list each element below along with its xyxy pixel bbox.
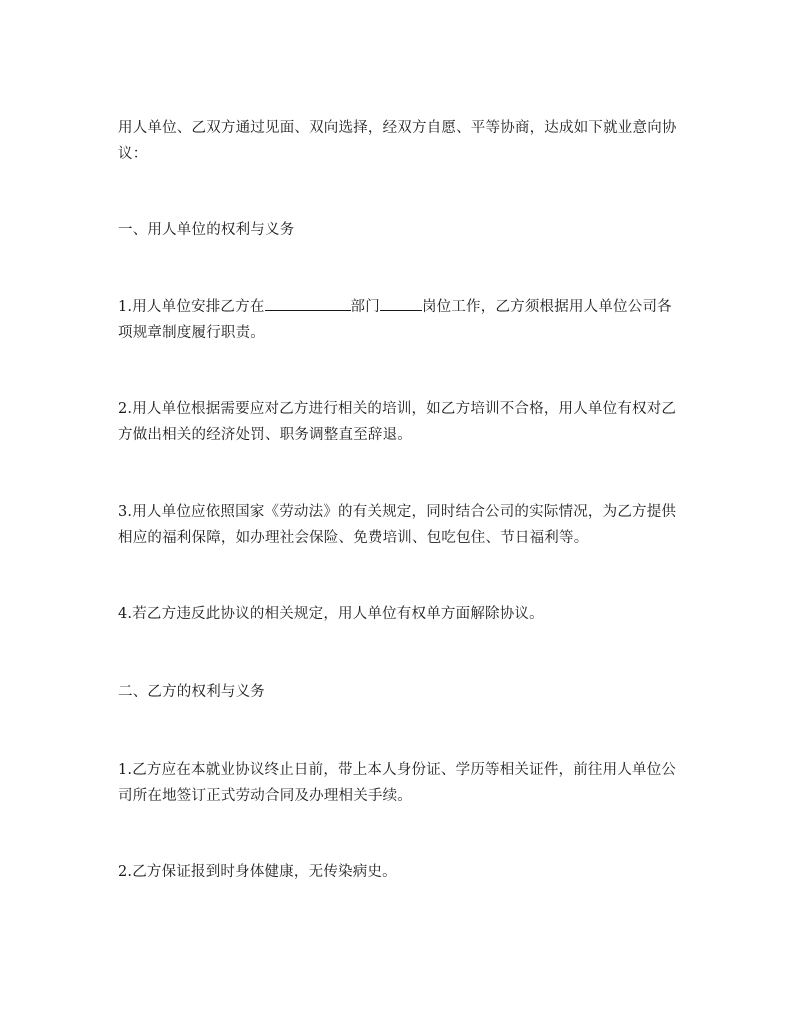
section-1-item-1-text-before: 1.用人单位安排乙方在 — [118, 299, 265, 315]
section-1-heading: 一、用人单位的权利与义务 — [118, 222, 295, 238]
section-1-item-1-text-after: 岗位工作，乙方须根据用人单位公司各项规章制度履行职责。 — [118, 299, 672, 341]
position-blank — [380, 295, 422, 311]
section-1-item-4: 4.若乙方违反此协议的相关规定，用人单位有权单方面解除协议。 — [118, 606, 544, 622]
section-2-heading: 二、乙方的权利与义务 — [118, 684, 265, 700]
section-1-item-2: 2.用人单位根据需要应对乙方进行相关的培训，如乙方培训不合格，用人单位有权对乙方做出相关的经济处罚、职务调整直至辞退。 — [118, 401, 677, 443]
intro-paragraph: 用人单位、乙双方通过见面、双向选择，经双方自愿、平等协商，达成如下就业意向协议： — [118, 120, 677, 162]
section-1-item-1 — [118, 294, 678, 346]
section-1-item-1-text-middle: 部门 — [350, 299, 380, 315]
section-2-item-1: 1.乙方应在本就业协议终止日前，带上本人身份证、学历等相关证件，前往用人单位公司所在地签订正式劳动合同及办理相关手续。 — [118, 762, 677, 804]
section-1-item-3: 3.用人单位应依照国家《劳动法》的有关规定，同时结合公司的实际情况，为乙方提供相应的福利保障，如办理社会保险、免费培训、包吃包住、节日福利等。 — [118, 504, 677, 546]
section-2-item-2: 2.乙方保证报到时身体健康，无传染病史。 — [118, 864, 397, 880]
department-blank — [265, 295, 351, 311]
